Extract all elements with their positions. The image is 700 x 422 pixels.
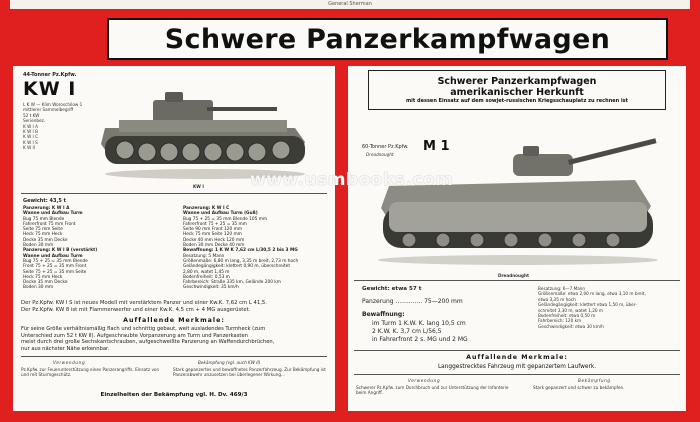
stats-line: Fahrbereich: 120 km [538, 318, 582, 324]
stats-line: Besatzung: 6—7 Mann [538, 286, 586, 291]
m1-use-text: Schwerer Pz.Kpfw. zum Durchbruch und zur Unterstützung der Infanterie beim Angriff. [356, 385, 509, 396]
table-line: Decke 35 mm Decke [23, 237, 68, 243]
page-title: Schwere Panzerkampfwagen [164, 24, 611, 55]
m1-tonnage: 60-Tonner Pz.Kpfw. [362, 144, 409, 150]
strip-text: General Sherman [328, 1, 372, 7]
table-line: Panzerung: K W I A [23, 206, 70, 211]
paragraph-line: Der Pz.Kpfw. KW 8 ist mit Flammenwerfer und einer Kw.K. 4,5 cm + 4 MG ausgerüstet. [21, 306, 251, 313]
intro-line: K W I S [23, 139, 38, 145]
armament-line: in Fahrerfront 2 s. MG und 2 MG [372, 336, 468, 343]
divider [21, 193, 327, 194]
intro-line: K W I C [23, 134, 39, 140]
armament-line: 2 K.W. K. 3,7 cm L/56,5 [372, 328, 442, 335]
intro-line: K W I B [23, 129, 38, 135]
table-line: Wanne und Aufbau Turm (Guß) [183, 211, 258, 217]
table-line: 2,80 m, watet 1,45 m [183, 269, 230, 275]
kw1-merkmale-title: Auffallende Merkmale: [123, 317, 225, 324]
m1-weight: Gewicht: etwa 57 t [362, 286, 422, 292]
stats-line: Geländegängigkeit: klettert etwa 1,50 m, über- [538, 302, 637, 308]
m1-head-line1: Schwerer Panzerkampfwagen [437, 76, 597, 87]
kw1-tank-image [95, 84, 315, 184]
m1-panel [348, 66, 686, 411]
table-line: Bug 75 + 25 = 35 mm Blende [23, 258, 88, 264]
stats-line: schreitet 3,30 m, watet 1,20 m [538, 307, 604, 313]
table-line: Boden 30 mm [23, 285, 54, 291]
table-line: Boden 30 mm [23, 243, 54, 249]
kw1-panel [13, 66, 335, 411]
table-line: Seite 75 + 25 = 35 mm Seite [23, 269, 87, 275]
intro-line: 52 t KW [23, 112, 40, 118]
m1-fight-head: Bekämpfung [578, 378, 611, 383]
divider [354, 280, 680, 281]
table-line: Bewaffnung: 1 K W K 7,62 cm L/30,5 2 bis 3 MG [183, 248, 298, 254]
m1-arm-title: Bewaffnung: [362, 311, 405, 318]
m1-armament [372, 320, 468, 344]
kw1-fight-head: Bekämpfung (vgl. auch KW II) [198, 360, 261, 365]
m1-name: M 1 [423, 139, 450, 154]
m1-head-line3: mit dessen Einsatz auf dem sowjet-russischen Kriegsschauplatz zu rechnen ist [405, 98, 629, 104]
kw1-tonnage: 44-Tonner Pz.Kpfw. [23, 72, 77, 78]
kw1-intro [23, 102, 103, 151]
title-box [107, 18, 668, 60]
table-line: Bug 75 mm Blende [23, 216, 65, 222]
table-line: Geländegängigkeit: klettert 0,90 m, überschreitet [183, 264, 291, 270]
table-line: Geschwindigkeit: 35 km/h [183, 285, 239, 291]
m1-head-line2: amerikanischer Herkunft [450, 87, 584, 98]
m1-fight-text: Stark gepanzert und schwer zu bekämpfen. [533, 385, 625, 390]
table-line: Fahrerfront 75 + 25 = 35 mm [183, 221, 247, 227]
kw1-armor-table-a [23, 206, 173, 291]
m1-tank-image [373, 136, 673, 266]
table-line: Panzerung: K W I C [183, 206, 230, 211]
table-line: Decke 40 mm Heck 120 mm [183, 237, 245, 243]
top-strip [10, 0, 690, 9]
intro-line: K W I A [23, 123, 38, 129]
divider [354, 350, 680, 351]
stats-line: Größenmaße: etwa 2,00 m lang, etwa 3,10 m breit, [538, 291, 646, 297]
table-line: Front 75 + 25 = 35 mm Front [23, 264, 87, 270]
intro-line: Serienbez. [23, 118, 46, 124]
table-line: Wanne und Aufbau Turm [23, 211, 83, 217]
kw1-use-head: Verwendung [53, 360, 86, 365]
table-line: Heck 75 mm Seite 120 mm [183, 232, 242, 238]
m1-header-box [368, 70, 666, 110]
watermark: www.usmbooks.com [250, 170, 454, 190]
merkmale-line: nur aus nächster Nähe erkennbar. [21, 345, 110, 352]
paragraph-line: Der Pz.Kpfw. KW I S ist neues Modell mit verstärktem Panzer und einer Kw.K. 7,62 cm L 41,5. [21, 300, 267, 306]
m1-caption: Dreadnought [498, 273, 530, 278]
table-line: Panzerung: K W I B (verstärkt) [23, 248, 98, 254]
table-line: Wanne und Aufbau Turm [23, 253, 83, 259]
m1-use-head: Verwendung [408, 378, 441, 383]
kw1-weight: Gewicht: 43,5 t [23, 198, 66, 204]
table-line: Heck 75 mm Heck [23, 232, 63, 238]
m1-stats [538, 286, 683, 329]
intro-line: L K W — Klim Woroschilow 1 [23, 102, 83, 107]
table-line: Seite 90 mm Front 120 mm [183, 227, 243, 233]
table-line: Fahrbereich: Straße 335 km, Gelände 200 km [183, 280, 281, 286]
intro-line: K W II [23, 145, 36, 151]
kw1-name: KW I [23, 78, 77, 100]
m1-nickname: Dreadnought [366, 152, 394, 157]
divider [354, 374, 680, 375]
intro-line: mittlerer Sammelbegriff [23, 107, 74, 113]
table-line: Heck 75 mm Heck [23, 274, 63, 280]
stats-line: Geschwindigkeit: etwa 30 km/h [538, 323, 604, 329]
table-line: Boden 30 mm Decke 40 mm [183, 243, 245, 249]
table-line: Größenmaße: 6,80 m lang, 3,35 m breit, 2,73 m hoch [183, 258, 299, 264]
table-line: Besatzung: 5 Mann [183, 253, 225, 259]
kw1-paragraph [21, 300, 331, 313]
kw1-use-text: Pz.Kpfw. zur Feuerunterstützung eines Panzerangriffs. Einsatz von und mit Sturmgeschütz. [21, 367, 160, 378]
m1-merkmale-title: Auffallende Merkmale: [466, 354, 568, 361]
kw1-merkmale [21, 326, 331, 352]
m1-merkmale: Langgestrecktes Fahrzeug mit gepanzertem Laufwerk. [437, 364, 597, 370]
table-line: Bug 75 + 25 = 35 mm Blende 105 mm [183, 216, 268, 222]
stats-line: Bodenfreiheit: etwa 0,50 m [538, 313, 596, 319]
kw1-footer: Einzelheiten der Bekämpfung vgl. H. Dv. 469/3 [100, 392, 248, 398]
merkmale-line: meist durch drei große Sechskantschrauben, aufgeschweißte Panzerung an Waffendurchbrüchen, [21, 339, 275, 346]
merkmale-line: Für seine Größe verhältnismäßig flach und schnittig gebaut, weit ausladendes Turmheck (zum [21, 326, 266, 332]
divider [21, 356, 327, 357]
kw1-caption: KW I [193, 184, 204, 189]
kw1-armor-table-c [183, 206, 331, 291]
m1-armor: Panzerung .............. 75—200 mm [362, 298, 463, 305]
table-line: Seite 75 mm Seite [23, 227, 63, 233]
merkmale-line: Unterschied zum 52 t KW II). Aufgeschraubte Vorpanzerung am Turm und Panzerkasten [21, 332, 248, 339]
table-line: Fahrerfront 75 mm Front [23, 221, 76, 227]
table-line: Bodenfreiheit: 0,53 m [183, 274, 230, 280]
armament-line: im Turm 1 K.W. K. lang 10,5 cm [372, 320, 466, 327]
kw1-fight-text: Stark gepanzertes und bewaffnetes Panzerfahrzeug. Zur Bekämpfung ist Panzerabwehr anzusetzen bei überlegener Wirkung... [173, 367, 326, 378]
stats-line: etwa 3,35 m hoch [538, 296, 576, 302]
table-line: Decke 35 mm Decke [23, 280, 68, 286]
